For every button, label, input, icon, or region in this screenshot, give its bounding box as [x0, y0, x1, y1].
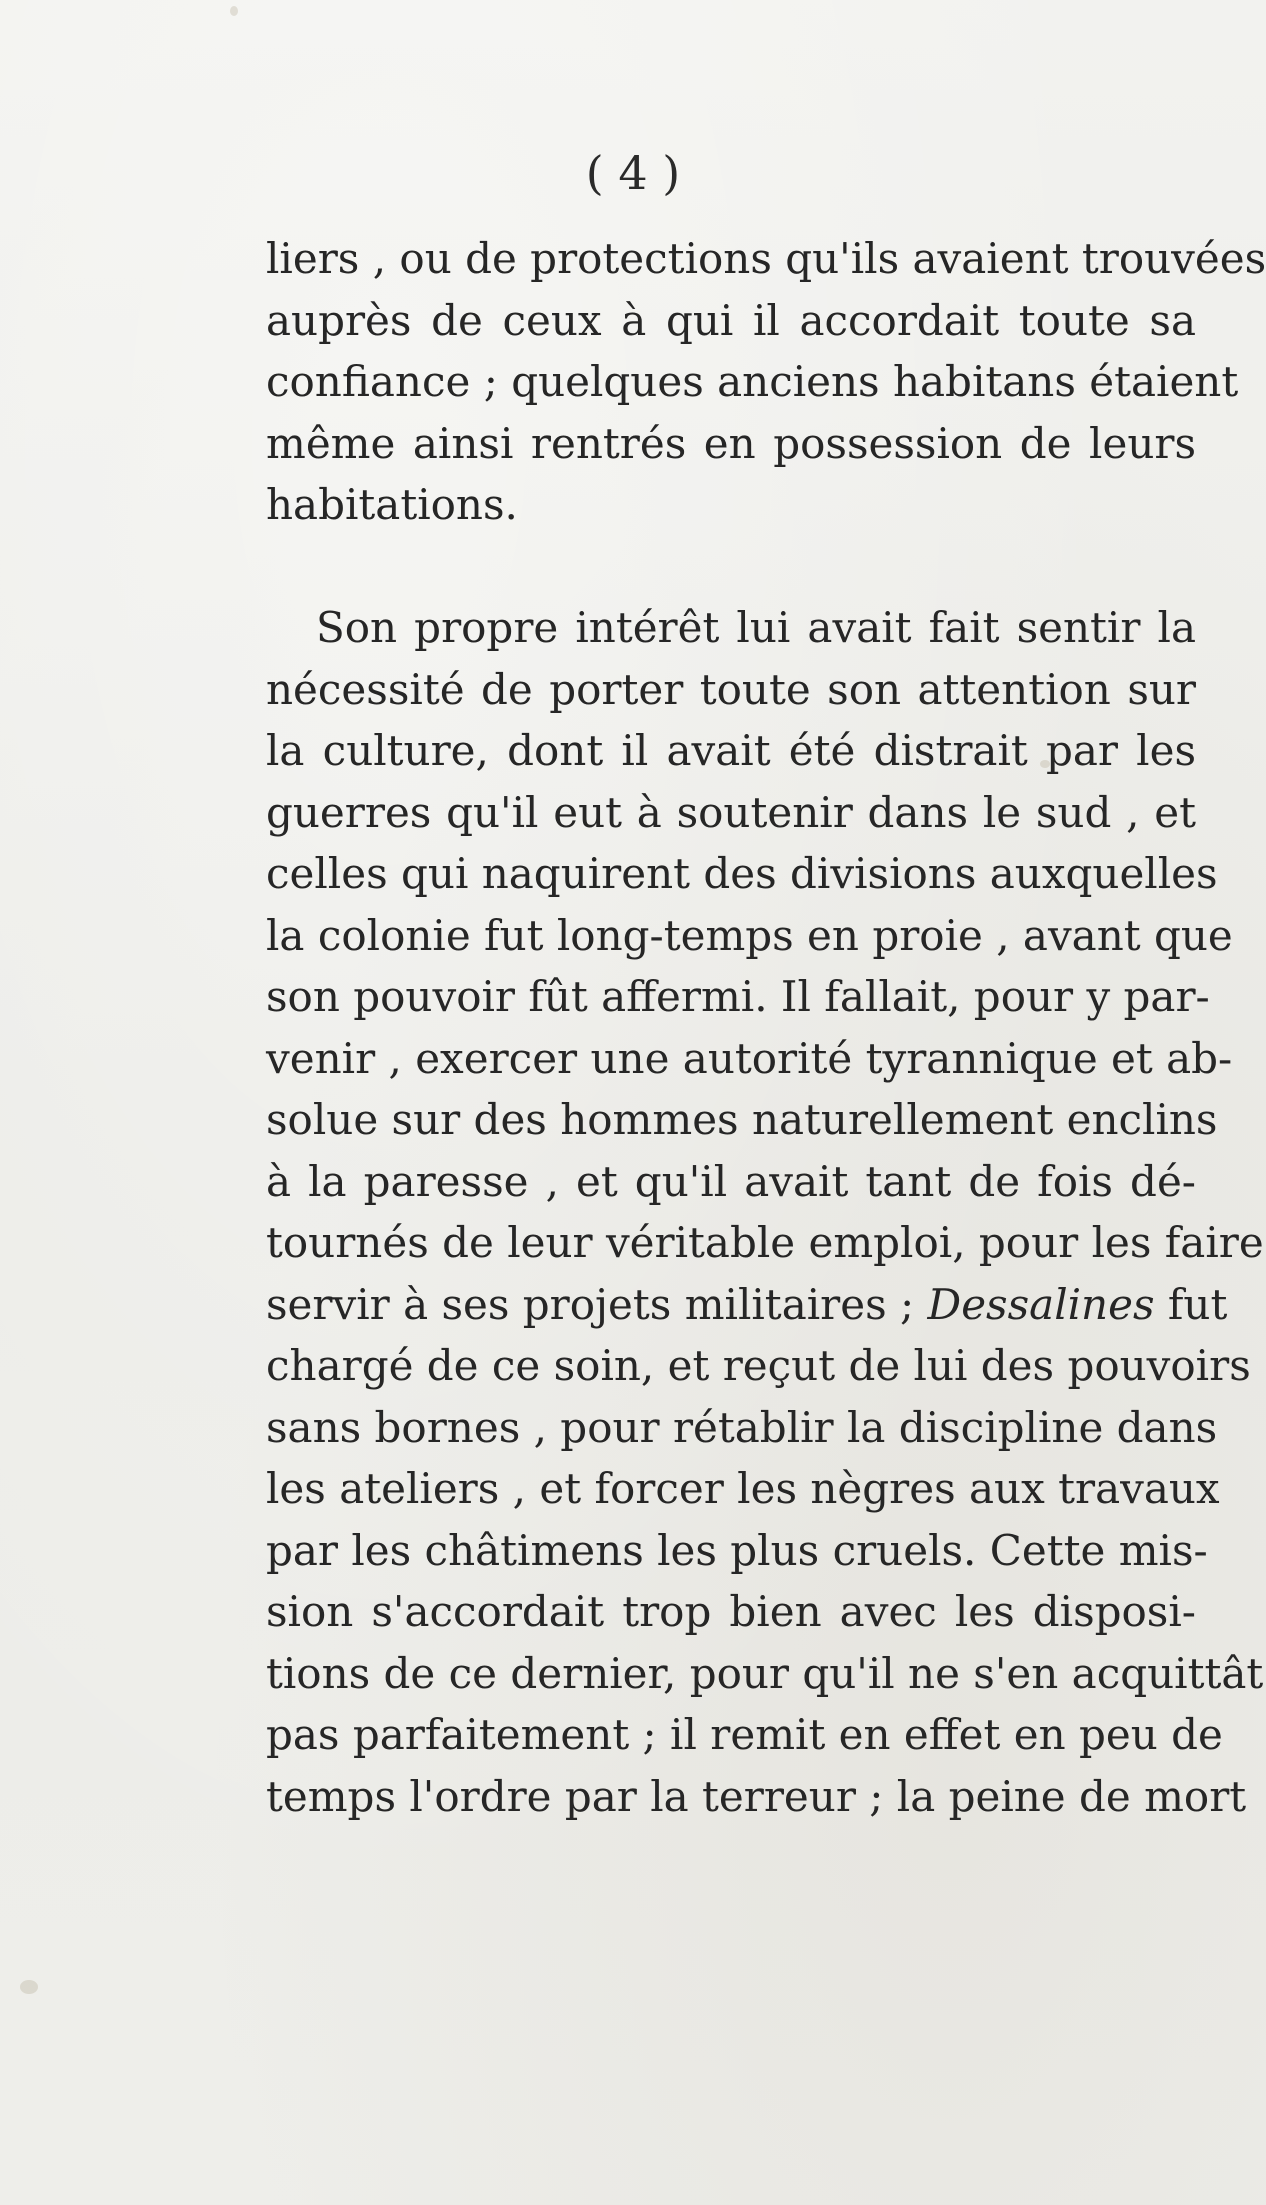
text-line: la colonie fut long-temps en proie , avant que — [266, 910, 1233, 960]
text-line: pas parfaitement ; il remit en effet en peu de — [266, 1710, 1223, 1759]
text-line: tournés de leur véritable emploi, pour les faire — [266, 1218, 1264, 1267]
text-line: liers , ou de protections qu'ils avaient trouvées — [266, 234, 1266, 283]
paragraph-gap — [266, 536, 1196, 598]
text-line: auprès de ceux à qui il accordait toute sa — [266, 295, 1196, 345]
text-line: à la paresse , et qu'il avait tant de fois dé- — [266, 1156, 1196, 1206]
text-line: solue sur des hommes naturellement enclins — [266, 1095, 1218, 1144]
text-line: la culture, dont il avait été distrait par les — [266, 726, 1196, 775]
text-line: celles qui naquirent des divisions auxquelles — [266, 849, 1218, 898]
text-line: habitations. — [266, 480, 518, 529]
text-block — [266, 228, 1266, 1827]
text-line: les ateliers , et forcer les nègres aux travaux — [266, 1464, 1220, 1513]
person-name: Dessalines — [927, 1279, 1155, 1329]
paper-stain — [230, 6, 238, 16]
text-fragment: servir à ses projets militaires ; — [266, 1279, 915, 1329]
text-line: même ainsi rentrés en possession de leurs — [266, 418, 1196, 468]
paper-stain — [20, 1980, 38, 1994]
text-line: temps l'ordre par la terreur ; la peine de mort — [266, 1771, 1247, 1821]
text-line: venir , exercer une autorité tyrannique et ab- — [266, 1033, 1233, 1083]
text-line: Son propre intérêt lui avait fait sentir la — [316, 603, 1196, 652]
text-line: nécessité de porter toute son attention sur — [266, 664, 1196, 714]
text-line: guerres qu'il eut à soutenir dans le sud , et — [266, 787, 1196, 837]
text-line: confiance ; quelques anciens habitans étaient — [266, 357, 1239, 406]
text-line: sion s'accordait trop bien avec les disposi- — [266, 1587, 1196, 1636]
text-line: son pouvoir fût affermi. Il fallait, pour y par- — [266, 972, 1210, 1021]
text-line: par les châtimens les plus cruels. Cette mis- — [266, 1525, 1208, 1575]
text-fragment: fut — [1167, 1279, 1228, 1329]
text-line: tions de ce dernier, pour qu'il ne s'en acquittât — [266, 1648, 1264, 1698]
text-line: chargé de ce soin, et reçut de lui des pouvoirs — [266, 1341, 1251, 1390]
text-line-with-name — [266, 1274, 1228, 1336]
text-line: sans bornes , pour rétablir la discipline dans — [266, 1402, 1218, 1452]
page-number: ( 4 ) — [585, 146, 681, 200]
